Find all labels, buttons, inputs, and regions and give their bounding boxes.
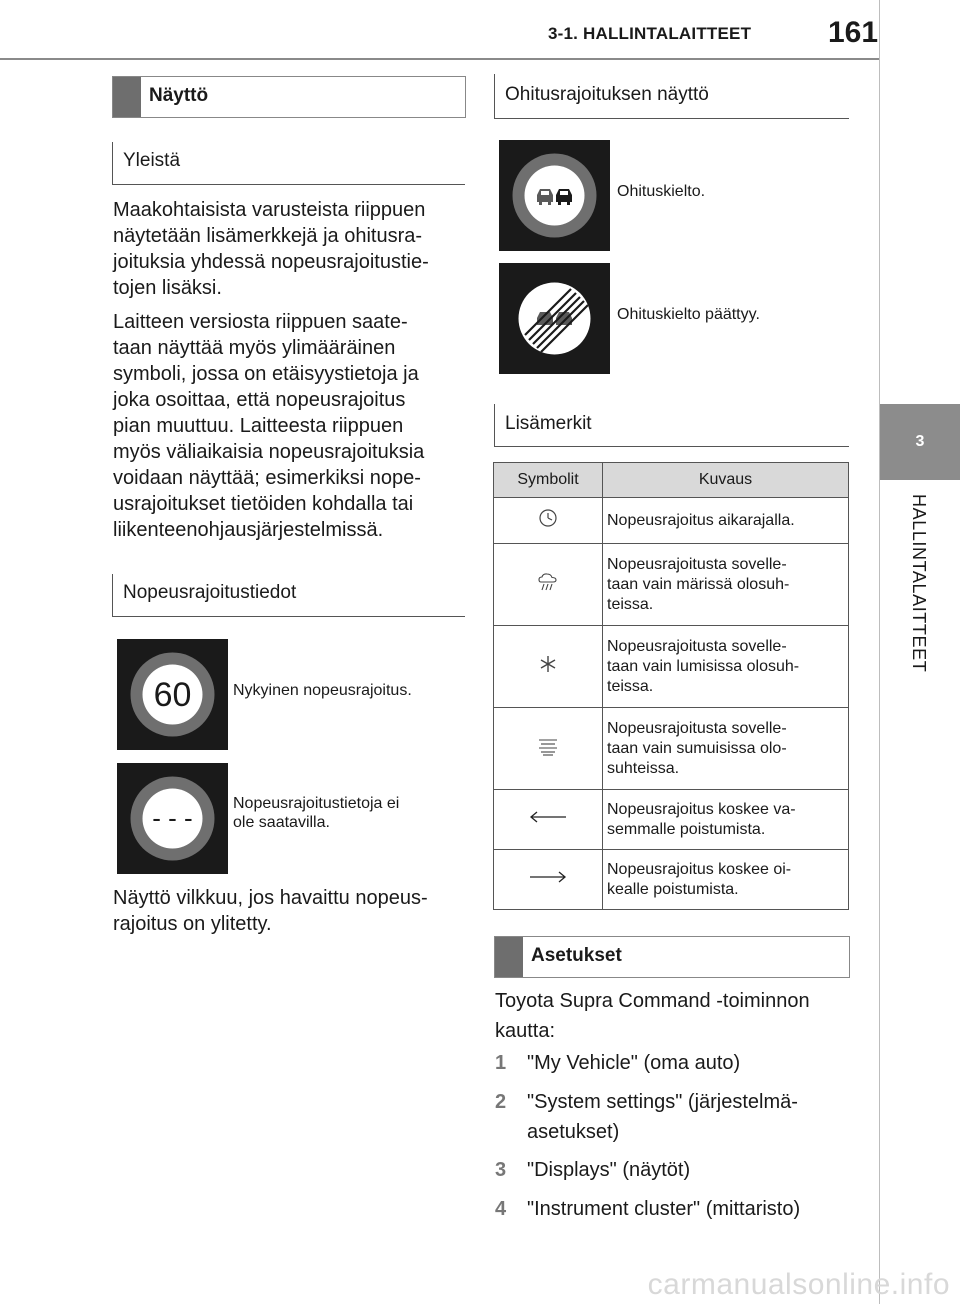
subheading-overtake: [494, 74, 849, 119]
table-cell-text: teissa.: [607, 595, 654, 613]
chapter-tab: 3: [880, 404, 960, 480]
snowflake-icon: [537, 662, 559, 679]
table-cell-text: taan vain sumuisissa olo-: [607, 739, 787, 757]
clock-icon: [537, 516, 559, 533]
subheading-extra-signs-text: Lisämerkit: [505, 413, 592, 434]
step-text: "Instrument cluster" (mittaristo): [527, 1198, 801, 1220]
rain-cloud-icon: [536, 580, 560, 597]
table-cell-text: taan vain lumisissa olosuh-: [607, 657, 800, 675]
fog-icon: [535, 744, 561, 761]
no-overtaking-caption: Ohituskielto.: [617, 183, 706, 200]
extra-signs-table: [493, 462, 849, 910]
text-line: usrajoitukset tietöiden kohdalla tai: [113, 493, 414, 515]
heading-settings: [494, 936, 850, 978]
table-cell-text: Nopeusrajoitusta sovelle-: [607, 637, 787, 655]
step-text: "My Vehicle" (oma auto): [527, 1052, 741, 1074]
text-line: taan näyttää myös ylimääräinen: [113, 337, 396, 359]
step-text: "System settings" (järjestelmä-: [527, 1091, 798, 1113]
heading-settings-text: Asetukset: [531, 945, 622, 966]
page-number: 161: [828, 16, 879, 49]
step-text: asetukset): [527, 1121, 620, 1143]
subheading-speed-info-text: Nopeusrajoitustiedot: [123, 582, 297, 603]
arrow-left-icon: [528, 811, 568, 828]
text-line: näytetään lisämerkkejä ja ohitusra-: [113, 225, 423, 247]
table-row: [494, 708, 849, 790]
heading-display-text: Näyttö: [149, 85, 209, 106]
subheading-general-text: Yleistä: [123, 150, 181, 171]
table-cell-text: Nopeusrajoitus koskee oi-: [607, 860, 792, 878]
table-cell-text: suhteissa.: [607, 759, 680, 777]
step-number: 4: [495, 1198, 507, 1220]
text-line: Laitteen versiosta riippuen saate-: [113, 311, 408, 333]
text-line: pian muuttuu. Laitteesta riippuen: [113, 415, 404, 437]
text-line: rajoitus on ylitetty.: [113, 913, 272, 935]
table-cell-text: Nopeusrajoitus aikarajalla.: [607, 511, 795, 529]
settings-step-3: [495, 1155, 855, 1187]
speed-limit-sign-image: [117, 639, 228, 750]
table-cell-text: kealle poistumista.: [607, 880, 739, 898]
paragraph-general-2: [113, 309, 463, 543]
table-row: [494, 626, 849, 708]
text-line: symboli, jossa on etäisyystietoja ja: [113, 363, 419, 385]
section-title: 3-1. HALLINTALAITTEET: [548, 24, 752, 43]
subheading-general: [112, 142, 465, 185]
settings-intro: [495, 986, 849, 1046]
watermark: carmanualsonline.info: [647, 1268, 950, 1301]
side-divider: [879, 0, 880, 1304]
speed-limit-unavailable-sign-image: [117, 763, 228, 874]
text-line: ole saatavilla.: [233, 814, 330, 831]
speed-limit-unavailable-value: - - -: [152, 803, 193, 833]
text-line: kautta:: [495, 1020, 556, 1042]
table-row: [494, 544, 849, 626]
settings-step-2: [495, 1087, 855, 1149]
subheading-extra-signs: [494, 404, 849, 447]
heading-display: [112, 76, 466, 118]
text-line: Näyttö vilkkuu, jos havaittu nopeus-: [113, 887, 428, 909]
text-line: liikenteenohjausjärjestelmissä.: [113, 519, 384, 541]
subheading-overtake-text: Ohitusrajoituksen näyttö: [505, 84, 709, 105]
text-line: Toyota Supra Command -toiminnon: [495, 990, 810, 1012]
table-cell-text: taan vain märissä olosuh-: [607, 575, 790, 593]
table-header-symbols: Symbolit: [494, 463, 603, 498]
table-row: [494, 790, 849, 850]
settings-step-1: [495, 1048, 855, 1080]
step-number: 1: [495, 1052, 507, 1074]
text-line: Nopeusrajoitustietoja ei: [233, 795, 400, 812]
step-text: "Displays" (näytöt): [527, 1159, 691, 1181]
table-row: [494, 850, 849, 910]
no-overtaking-sign-image: [499, 140, 610, 251]
paragraph-flash: [113, 885, 463, 937]
speed-limit-caption: Nykyinen nopeusrajoitus.: [233, 682, 412, 699]
step-number: 3: [495, 1159, 507, 1181]
text-line: voidaan näyttää; esimerkiksi nope-: [113, 467, 421, 489]
header-divider: [0, 58, 880, 60]
table-cell-text: teissa.: [607, 677, 654, 695]
speed-limit-unavailable-caption: [233, 794, 399, 832]
table-cell-text: Nopeusrajoitusta sovelle-: [607, 719, 787, 737]
table-cell-text: Nopeusrajoitusta sovelle-: [607, 555, 787, 573]
step-number: 2: [495, 1091, 507, 1113]
speed-limit-value: 60: [153, 676, 192, 714]
end-no-overtaking-sign-image: [499, 263, 610, 374]
chapter-label: HALLINTALAITTEET: [909, 494, 929, 673]
arrow-right-icon: [528, 871, 568, 888]
paragraph-general-1: [113, 197, 463, 301]
table-cell-text: semmalle poistumista.: [607, 820, 766, 838]
text-line: tojen lisäksi.: [113, 277, 222, 299]
table-row: [494, 498, 849, 544]
subheading-speed-info: [112, 574, 465, 617]
end-no-overtaking-caption: Ohituskielto päättyy.: [617, 306, 760, 323]
text-line: joituksia yhdessä nopeusrajoitustie-: [113, 251, 429, 273]
settings-step-4: [495, 1194, 855, 1226]
table-header-description: Kuvaus: [603, 463, 849, 498]
text-line: joka osoittaa, että nopeusrajoitus: [113, 389, 406, 411]
text-line: Maakohtaisista varusteista riippuen: [113, 199, 426, 221]
text-line: myös väliaikaisia nopeusrajoituksia: [113, 441, 425, 463]
table-cell-text: Nopeusrajoitus koskee va-: [607, 800, 796, 818]
